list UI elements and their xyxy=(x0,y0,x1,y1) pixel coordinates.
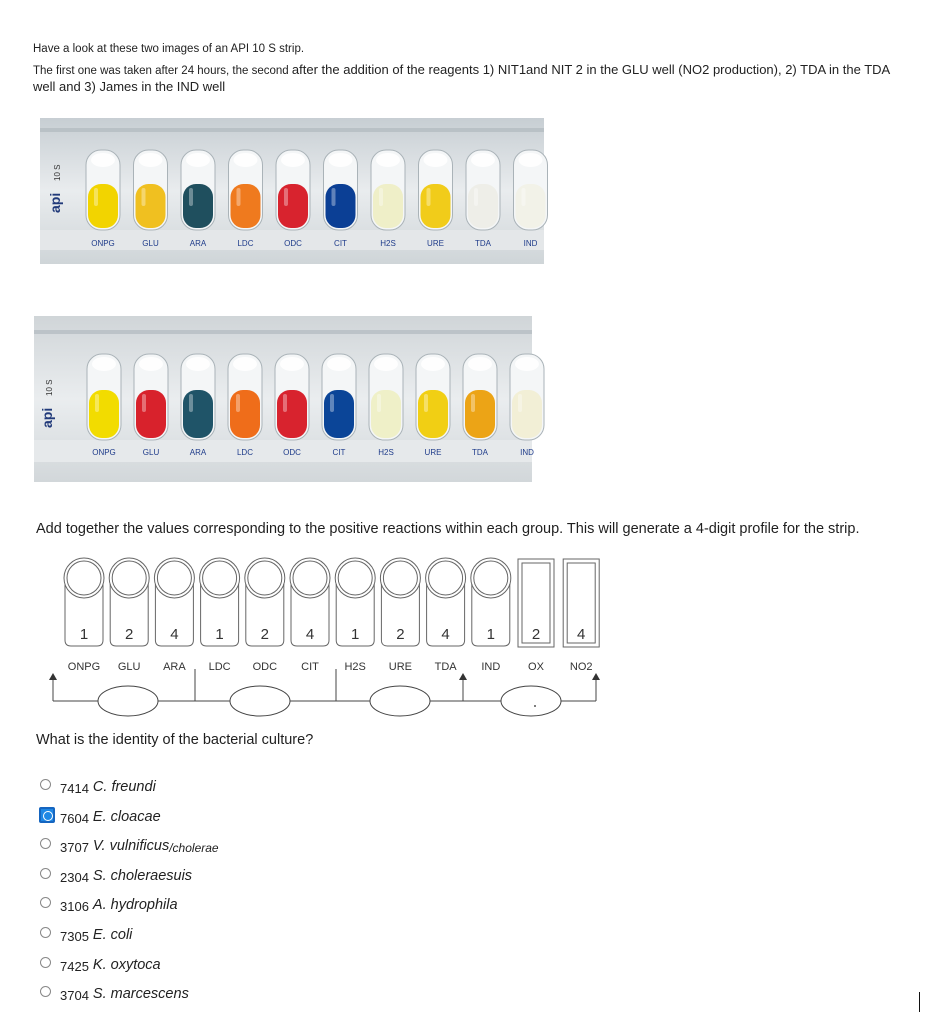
strip-test-label: ARA xyxy=(189,448,207,457)
strip-test-label: CIT xyxy=(334,239,347,248)
profile-grouping-lines xyxy=(49,669,600,716)
strip-test-label: CIT xyxy=(332,448,346,457)
strip-well xyxy=(510,354,544,440)
option-code: 7425 xyxy=(60,958,89,974)
strip-test-label: IND xyxy=(523,239,538,248)
profile-value: 4 xyxy=(441,626,450,643)
radio-button[interactable] xyxy=(40,986,51,997)
answer-option[interactable] xyxy=(40,867,219,897)
strip-photo-24h xyxy=(40,118,544,264)
strip-well xyxy=(322,354,356,440)
profile-value: 2 xyxy=(260,626,269,643)
intro-line-2 xyxy=(33,62,913,95)
profile-value: 1 xyxy=(79,626,89,643)
strip-test-label: TDA xyxy=(475,239,491,248)
strip-well xyxy=(134,354,168,440)
option-code: 7604 xyxy=(60,810,89,826)
strip-well xyxy=(463,354,497,440)
text-cursor xyxy=(919,992,920,1012)
strip-well xyxy=(276,150,310,230)
option-code: 3707 xyxy=(60,840,89,856)
profile-value: 2 xyxy=(531,626,541,643)
strip-test-label: ARA xyxy=(189,239,207,248)
profile-test-label: CIT xyxy=(301,661,319,673)
strip-model-label: 10 S xyxy=(45,379,54,396)
strip-well xyxy=(416,354,450,440)
profile-value: 2 xyxy=(396,626,405,643)
profile-test-label: ONPG xyxy=(67,661,101,673)
answer-option[interactable] xyxy=(40,926,219,956)
option-organism: K. oxytoca xyxy=(92,956,161,973)
radio-button[interactable] xyxy=(40,957,51,968)
strip-well xyxy=(181,150,215,230)
answer-option[interactable] xyxy=(40,778,219,808)
strip-test-label: ODC xyxy=(284,239,302,248)
answer-option[interactable] xyxy=(40,896,219,926)
strip-well xyxy=(275,354,309,440)
strip-test-label: H2S xyxy=(378,448,394,457)
profile-value: 1 xyxy=(486,626,495,643)
option-organism: E. coli xyxy=(92,926,133,943)
strip-well xyxy=(87,354,121,440)
option-organism: S. marcescens xyxy=(92,986,189,1003)
intro-line-1: Have a look at these two images of an API 10 S strip. xyxy=(33,43,305,55)
profile-value: 4 xyxy=(170,626,179,643)
strip-well xyxy=(514,150,548,230)
strip-test-label: LDC xyxy=(237,239,254,248)
strip-well xyxy=(419,150,453,230)
strip-test-label: URE xyxy=(427,239,444,248)
profile-test-label: ODC xyxy=(252,661,278,673)
strip-test-label: H2S xyxy=(380,239,396,248)
strip-test-label: ODC xyxy=(283,448,301,457)
strip-brand-label: api xyxy=(47,192,63,213)
answer-option[interactable] xyxy=(40,956,219,986)
profile-test-label: LDC xyxy=(208,661,231,673)
strip-test-label: ONPG xyxy=(92,448,116,457)
option-organism: S. choleraesuis xyxy=(92,867,193,884)
profile-worksheet xyxy=(48,556,608,721)
strip-test-label: URE xyxy=(424,448,442,457)
option-code: 7305 xyxy=(60,928,89,944)
strip-well xyxy=(228,354,262,440)
strip-brand-label: api xyxy=(39,407,55,428)
option-organism: V. vulnificus xyxy=(92,838,170,855)
profile-value: 1 xyxy=(351,626,360,643)
strip-well xyxy=(181,354,215,440)
strip-photo-reagents xyxy=(34,316,532,482)
option-organism: C. freundi xyxy=(92,779,156,795)
answer-option[interactable] xyxy=(40,808,219,838)
option-organism: A. hydrophila xyxy=(92,897,178,914)
profile-test-label: URE xyxy=(388,661,413,673)
strip-well xyxy=(86,150,120,230)
profile-value: 4 xyxy=(305,626,315,643)
profile-test-label: TDA xyxy=(434,661,457,673)
profile-test-label: GLU xyxy=(117,661,141,673)
strip-model-label: 10 S xyxy=(53,164,62,181)
radio-button[interactable] xyxy=(40,897,51,908)
option-code: 7414 xyxy=(60,781,89,796)
strip-well xyxy=(466,150,500,230)
radio-selected[interactable] xyxy=(39,807,55,823)
profile-value: 4 xyxy=(577,626,586,643)
option-code: 3704 xyxy=(60,988,89,1004)
strip-test-label: IND xyxy=(520,448,534,457)
intro-line-2-small: The first one was taken after 24 hours, the second xyxy=(33,65,292,77)
profile-test-label: ARA xyxy=(163,661,186,673)
answer-option[interactable] xyxy=(40,985,219,1015)
profile-test-label: NO2 xyxy=(569,661,593,673)
intro-line-2-rest: after the addition of the reagents 1) NIT1and NIT 2 in the GLU well (NO2 production), 2) TDA in the TDA well and 3) James in the IND well xyxy=(33,62,890,94)
profile-test-label: IND xyxy=(481,661,501,673)
option-code: 3106 xyxy=(60,899,89,915)
strip-well xyxy=(134,150,168,230)
radio-button[interactable] xyxy=(40,779,51,790)
profile-test-label: H2S xyxy=(344,661,366,673)
answer-options xyxy=(40,778,219,1015)
instruction-text: Add together the values corresponding to the positive reactions within each group. This will generate a 4-digit profile for the strip. xyxy=(36,521,860,537)
profile-test-label: OX xyxy=(528,661,544,673)
option-code: 2304 xyxy=(60,869,89,885)
radio-button[interactable] xyxy=(40,868,51,879)
strip-well xyxy=(369,354,403,440)
profile-value: 2 xyxy=(125,626,134,643)
radio-button[interactable] xyxy=(40,838,51,849)
question-text: What is the identity of the bacterial culture? xyxy=(36,732,314,748)
strip-test-label: ONPG xyxy=(91,239,115,248)
strip-test-label: LDC xyxy=(236,448,254,457)
option-organism-suffix: /cholerae xyxy=(169,841,219,856)
option-organism: E. cloacae xyxy=(92,808,161,825)
strip-well xyxy=(229,150,263,230)
radio-button[interactable] xyxy=(40,927,51,938)
strip-test-label: TDA xyxy=(472,448,488,457)
stray-dot xyxy=(534,705,536,707)
profile-value: 1 xyxy=(215,626,224,643)
strip-well xyxy=(371,150,405,230)
strip-well xyxy=(324,150,358,230)
strip-test-label: GLU xyxy=(142,239,159,248)
answer-option[interactable] xyxy=(40,837,219,867)
strip-test-label: GLU xyxy=(142,448,160,457)
